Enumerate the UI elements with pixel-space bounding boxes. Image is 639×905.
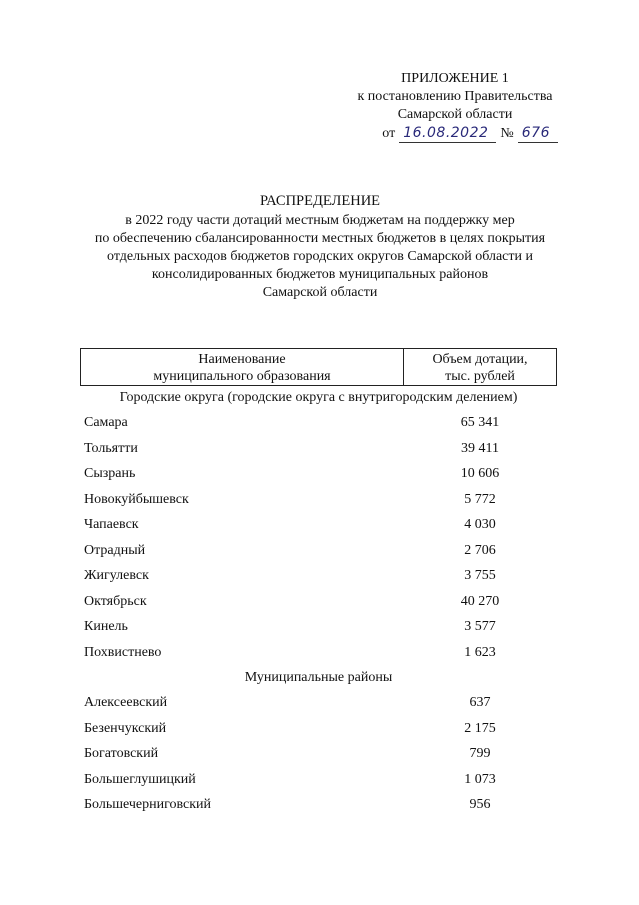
appendix-line-2: Самарской области — [397, 107, 513, 122]
table-row — [80, 792, 557, 818]
row-value: 3 577 — [464, 619, 496, 634]
appendix-title: ПРИЛОЖЕНИЕ 1 — [401, 71, 509, 86]
table-header — [80, 348, 557, 386]
number-label: № — [500, 126, 514, 141]
row-name: Безенчукский — [84, 720, 167, 736]
table-row — [80, 436, 557, 462]
appendix-block — [330, 70, 580, 143]
table-row — [80, 741, 557, 767]
table-row — [80, 410, 557, 436]
handwritten-date: 16.08.2022 — [399, 124, 496, 143]
row-value: 10 606 — [460, 466, 500, 481]
row-value: 1 073 — [464, 771, 496, 787]
table-row — [80, 716, 557, 742]
row-name: Октябрьск — [84, 593, 147, 609]
row-value: 956 — [469, 797, 491, 812]
heading-line: Самарской области — [262, 285, 378, 300]
header-text: муниципального образования — [153, 369, 331, 384]
row-value: 40 270 — [460, 593, 500, 609]
table-row — [80, 690, 557, 716]
section-title-city-districts: Городские округа (городские округа с внутригородским делением) — [119, 390, 518, 405]
table-row — [80, 589, 557, 615]
heading-line: по обеспечению сбалансированности местных бюджетов в целях покрытия — [94, 231, 546, 246]
row-name: Жигулевск — [84, 568, 149, 583]
row-name: Отрадный — [84, 542, 146, 558]
column-header-name — [81, 349, 404, 385]
row-name: Большечерниговский — [84, 797, 212, 812]
row-name: Большеглушицкий — [84, 771, 196, 787]
table-row — [80, 563, 557, 589]
document-heading — [40, 192, 600, 302]
row-name: Самара — [84, 415, 128, 430]
appendix-line-1: к постановлению Правительства — [357, 89, 553, 104]
section-title-municipal-districts: Муниципальные районы — [244, 670, 393, 685]
table-row — [80, 512, 557, 538]
row-name: Богатовский — [84, 746, 159, 761]
row-value: 2 175 — [464, 720, 496, 736]
row-name: Кинель — [84, 619, 128, 634]
table-row — [80, 767, 557, 793]
header-text: Наименование — [198, 352, 286, 367]
row-name: Чапаевск — [84, 517, 139, 532]
row-value: 2 706 — [464, 542, 496, 558]
document-title: РАСПРЕДЕЛЕНИЕ — [259, 193, 381, 209]
row-value: 5 772 — [464, 491, 496, 507]
heading-line: консолидированных бюджетов муниципальных районов — [151, 267, 489, 282]
row-name: Новокуйбышевск — [84, 491, 189, 507]
row-value: 4 030 — [464, 517, 496, 532]
row-name: Алексеевский — [84, 695, 168, 710]
order-line — [330, 124, 580, 143]
row-value: 799 — [469, 746, 491, 761]
heading-line: в 2022 году части дотаций местным бюджетам на поддержку мер — [125, 213, 515, 228]
row-value: 3 755 — [464, 568, 496, 583]
table-row — [80, 614, 557, 640]
handwritten-number: 676 — [518, 124, 558, 143]
row-value: 637 — [469, 695, 491, 710]
row-value: 65 341 — [460, 415, 500, 430]
subsidy-table — [80, 348, 557, 818]
row-name: Похвистнево — [84, 644, 162, 660]
row-value: 1 623 — [464, 644, 496, 660]
header-text: Объем дотации, — [432, 352, 528, 367]
table-row — [80, 538, 557, 564]
table-row — [80, 640, 557, 666]
row-name: Тольятти — [84, 440, 138, 456]
heading-line: отдельных расходов бюджетов городских округов Самарской области и — [107, 249, 533, 264]
row-value: 39 411 — [461, 440, 499, 456]
header-text: тыс. рублей — [445, 369, 515, 384]
row-name: Сызрань — [84, 466, 136, 481]
table-row — [80, 461, 557, 487]
table-row — [80, 487, 557, 513]
column-header-amount — [404, 349, 556, 385]
from-label: от — [382, 126, 396, 141]
